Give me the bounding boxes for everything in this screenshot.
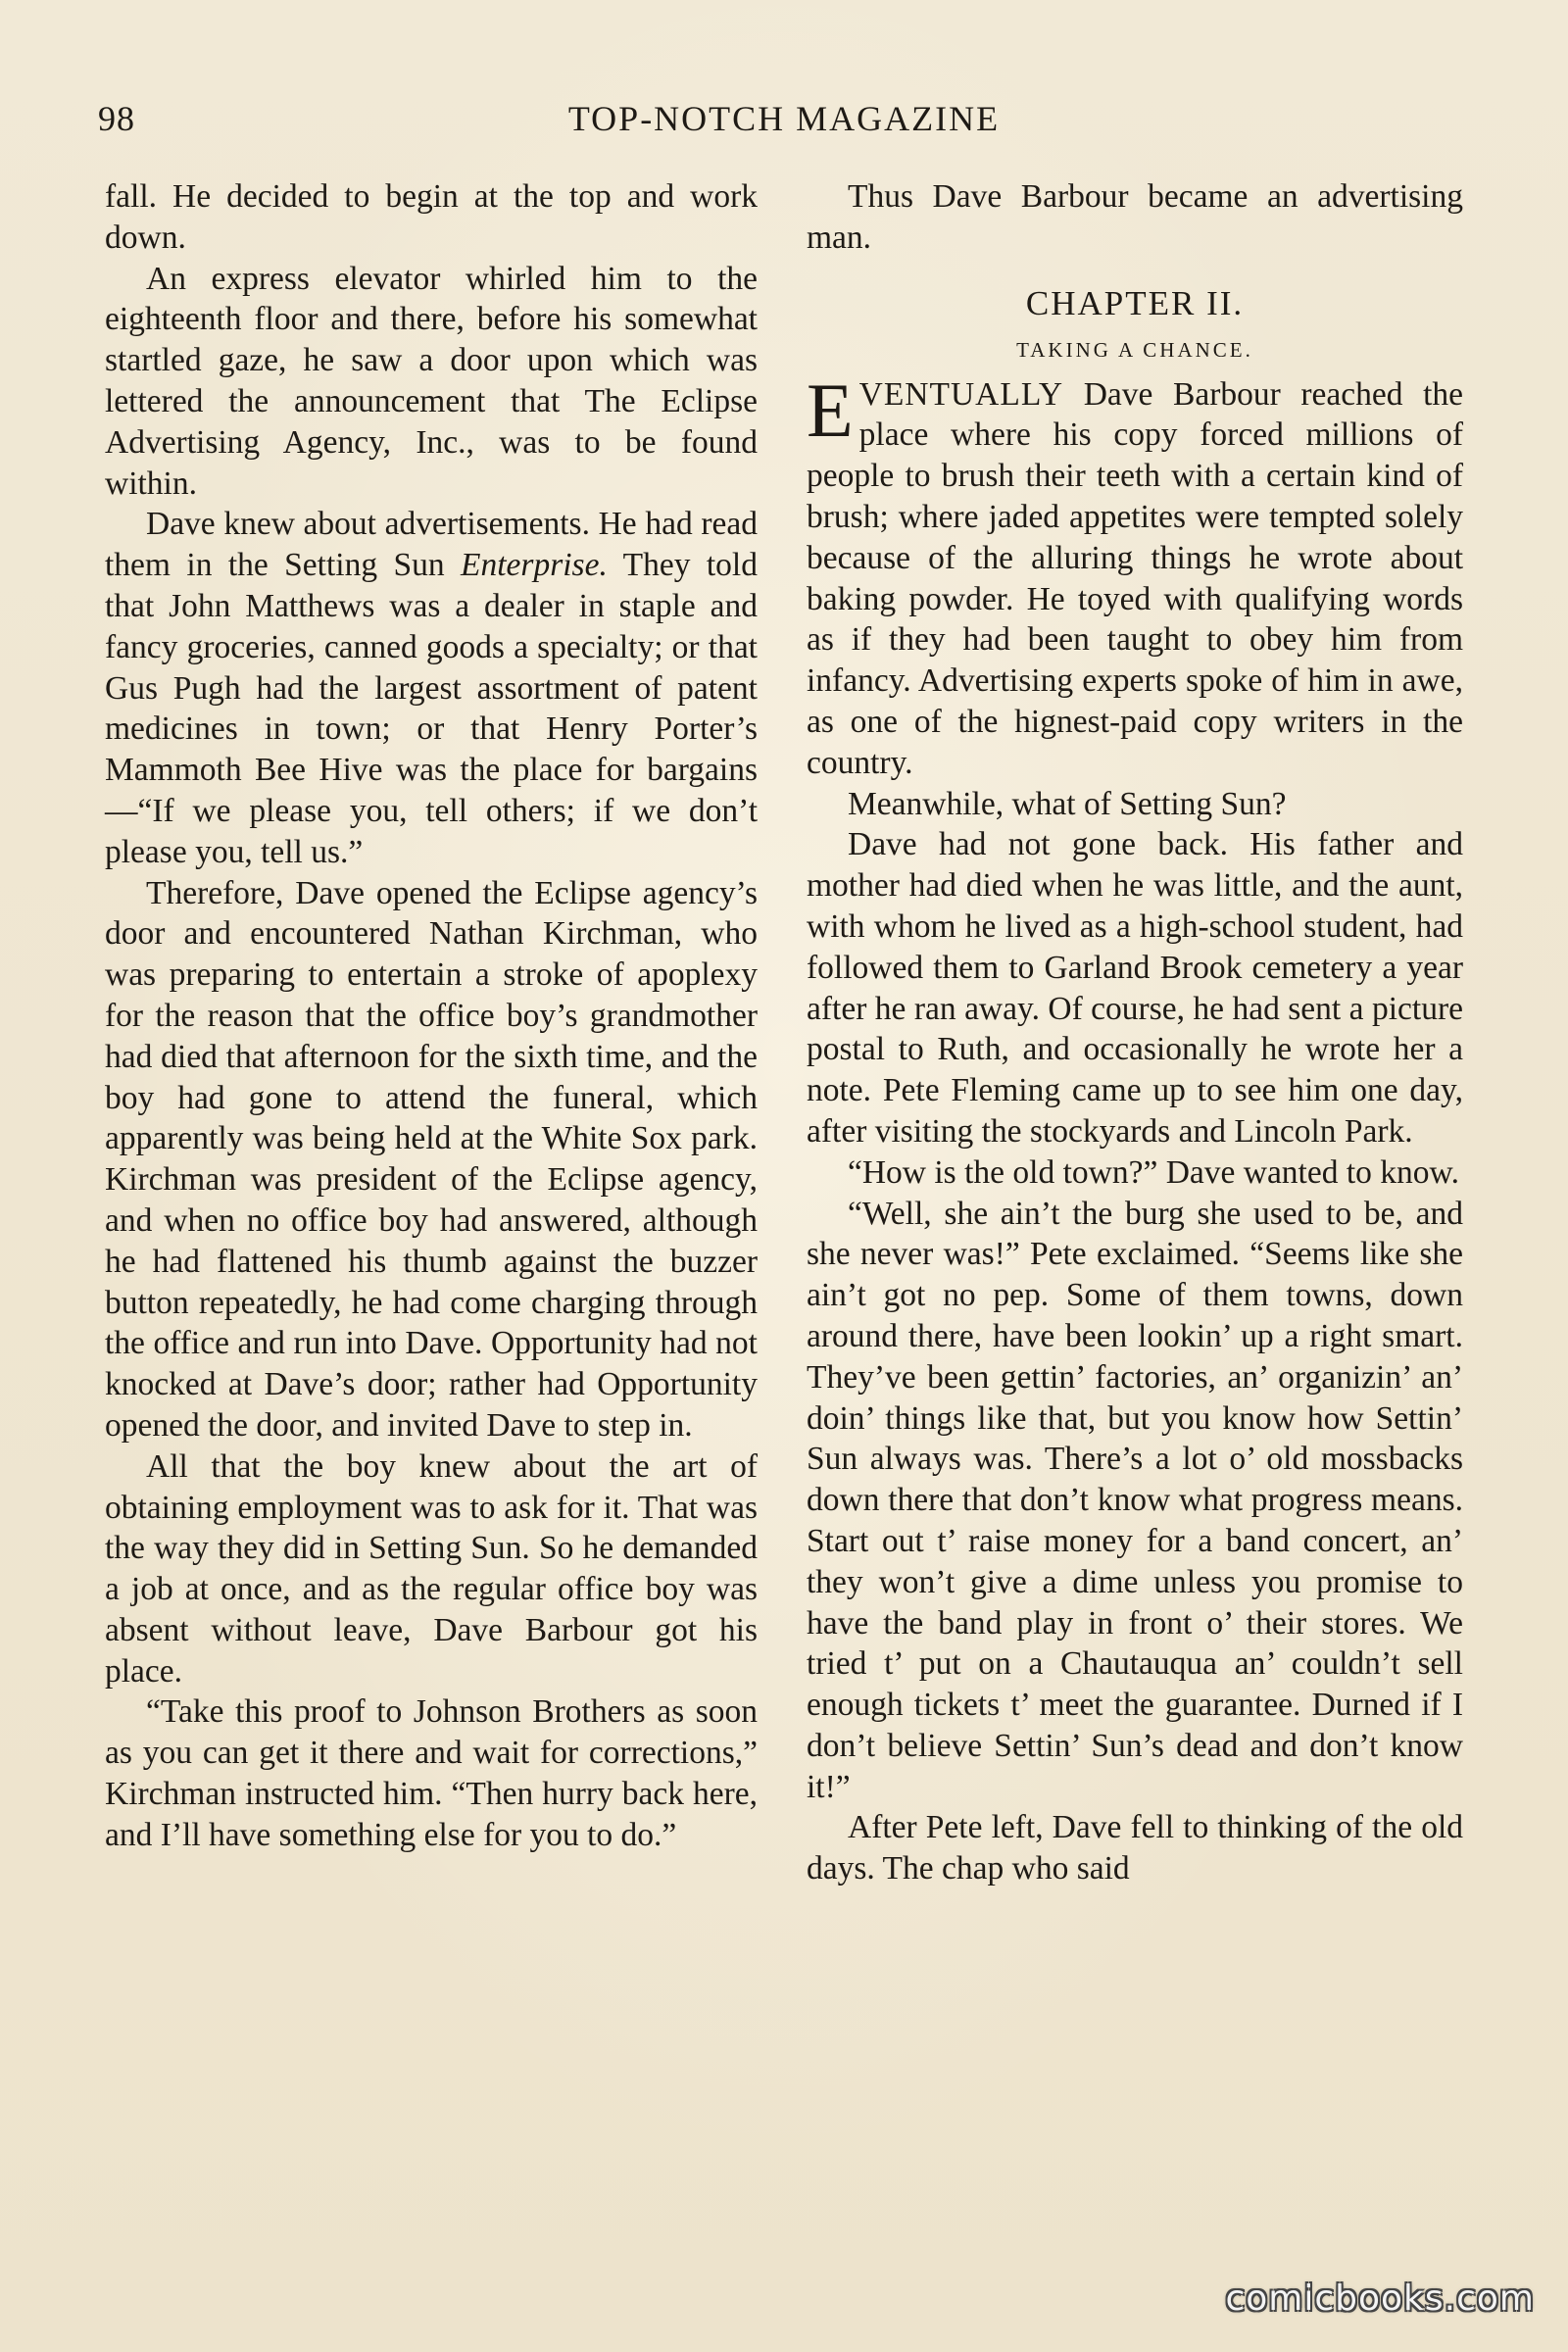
newspaper-name: Enterprise. [461,547,608,584]
paragraph-text: Dave knew about advertisements. He had read them in the Setting Sun [105,506,758,584]
page-number: 98 [98,99,135,138]
paragraph: fall. He decided to begin at the top and work down. [105,178,758,256]
chapter-title: CHAPTER II. [1025,283,1245,322]
watermark-text: comicbooks.com [1225,2278,1535,2319]
paragraph: “How is the old town?” Dave wanted to know. [848,1153,1459,1191]
paragraph: “Well, she ain’t the burg she used to be, and she never was!” Pete exclaimed. “Seems like she ain’t got no pep. Some of them towns, down around there, have been lookin’ up a right smart. They’ve been gettin’ factories, an’ organizin’ an’ doin’ things like that, but you know how Settin’ Sun always was. There’s a lot o’ old mossbacks down there that don’t know what progress means. Start out t’ raise money for a band concert, an’ they won’t give a dime unless you promise to have the band play in front o’ their stores. We tried t’ put on a Chautauqua an’ couldn’t sell enough tickets t’ meet the guarantee. Durned if I don’t believe Settin’ Sun’s dead and don’t know it!” [807,1195,1463,1805]
left-column [105,176,758,1856]
paragraph: Thus Dave Barbour became an advertising man. [807,178,1463,256]
paragraph-text: Dave Barbour reached the place where his copy forced millions of people to brush their teeth with a certain kind of brush; where jaded appetites were tempted solely because of the alluring things he wrote about baking powder. He toyed with qualifying words as if they had been taught to obey him from infancy. Advertising experts spoke of him in awe, as one of the hignest-paid copy writers in the country. [807,375,1463,781]
paragraph: Therefore, Dave opened the Eclipse agency’s door and encountered Nathan Kirchman, who was preparing to entertain a stroke of apoplexy for the reason that the office boy’s grandmother had died that afternoon for the sixth time, and the boy had gone to attend the funeral, which apparently was being held at the White Sox park. Kirchman was president of the Eclipse agency, and when no office boy had answered, although he had flattened his thumb against the buzzer button repeatedly, he had come charging through the office and run into Dave. Opportunity had not knocked at Dave’s door; rather had Opportunity opened the door, and invited Dave to step in. [105,874,758,1444]
right-column [807,176,1463,1889]
magazine-title: TOP-NOTCH MAGAZINE [567,99,1001,138]
paragraph: Dave had not gone back. His father and mother had died when he was little, and the aunt, with whom he lived as a high-school student, had followed them to Garland Brook cemetery a year after he ran away. Of course, he had sent a picture postal to Ruth, and occasionally he wrote her a note. Pete Fleming came up to see him one day, after visiting the stockyards and Lincoln Park. [807,826,1463,1150]
running-header [98,98,1470,147]
paragraph: Meanwhile, what of Setting Sun? [848,785,1287,822]
opening-caps: VENTUALLY [858,375,1064,413]
drop-cap: E [807,367,854,453]
paragraph: All that the boy knew about the art of obtaining employment was to ask for it. That was the way they did in Setting Sun. So he demanded a job at once, and as the regular office boy was absent without leave, Dave Barbour got his place. [105,1447,758,1690]
opening-paragraph [807,367,1463,784]
paragraph: “Take this proof to Johnson Brothers as soon as you can get it there and wait for corrections,” Kirchman instructed him. “Then hurry back here, and I’ll have something else for you to do.” [105,1693,758,1853]
paragraph-text: They told that John Matthews was a dealer in staple and fancy groceries, canned goods a specialty; or that Gus Pugh had the largest assortment of patent medicines in town; or that Henry Porter’s Mammoth Bee Hive was the place for bargains—“If we please you, tell others; if we don’t please you, tell us.” [105,547,758,870]
paragraph: After Pete left, Dave fell to thinking of the old days. The chap who said [807,1809,1463,1887]
chapter-subtitle: TAKING A CHANCE. [1016,337,1253,362]
paragraph [105,504,758,872]
paragraph: An express elevator whirled him to the eighteenth floor and there, before his somewhat startled gaze, he saw a door upon which was lettered the announcement that The Eclipse Advertising Agency, Inc., was to be found within. [105,260,758,502]
